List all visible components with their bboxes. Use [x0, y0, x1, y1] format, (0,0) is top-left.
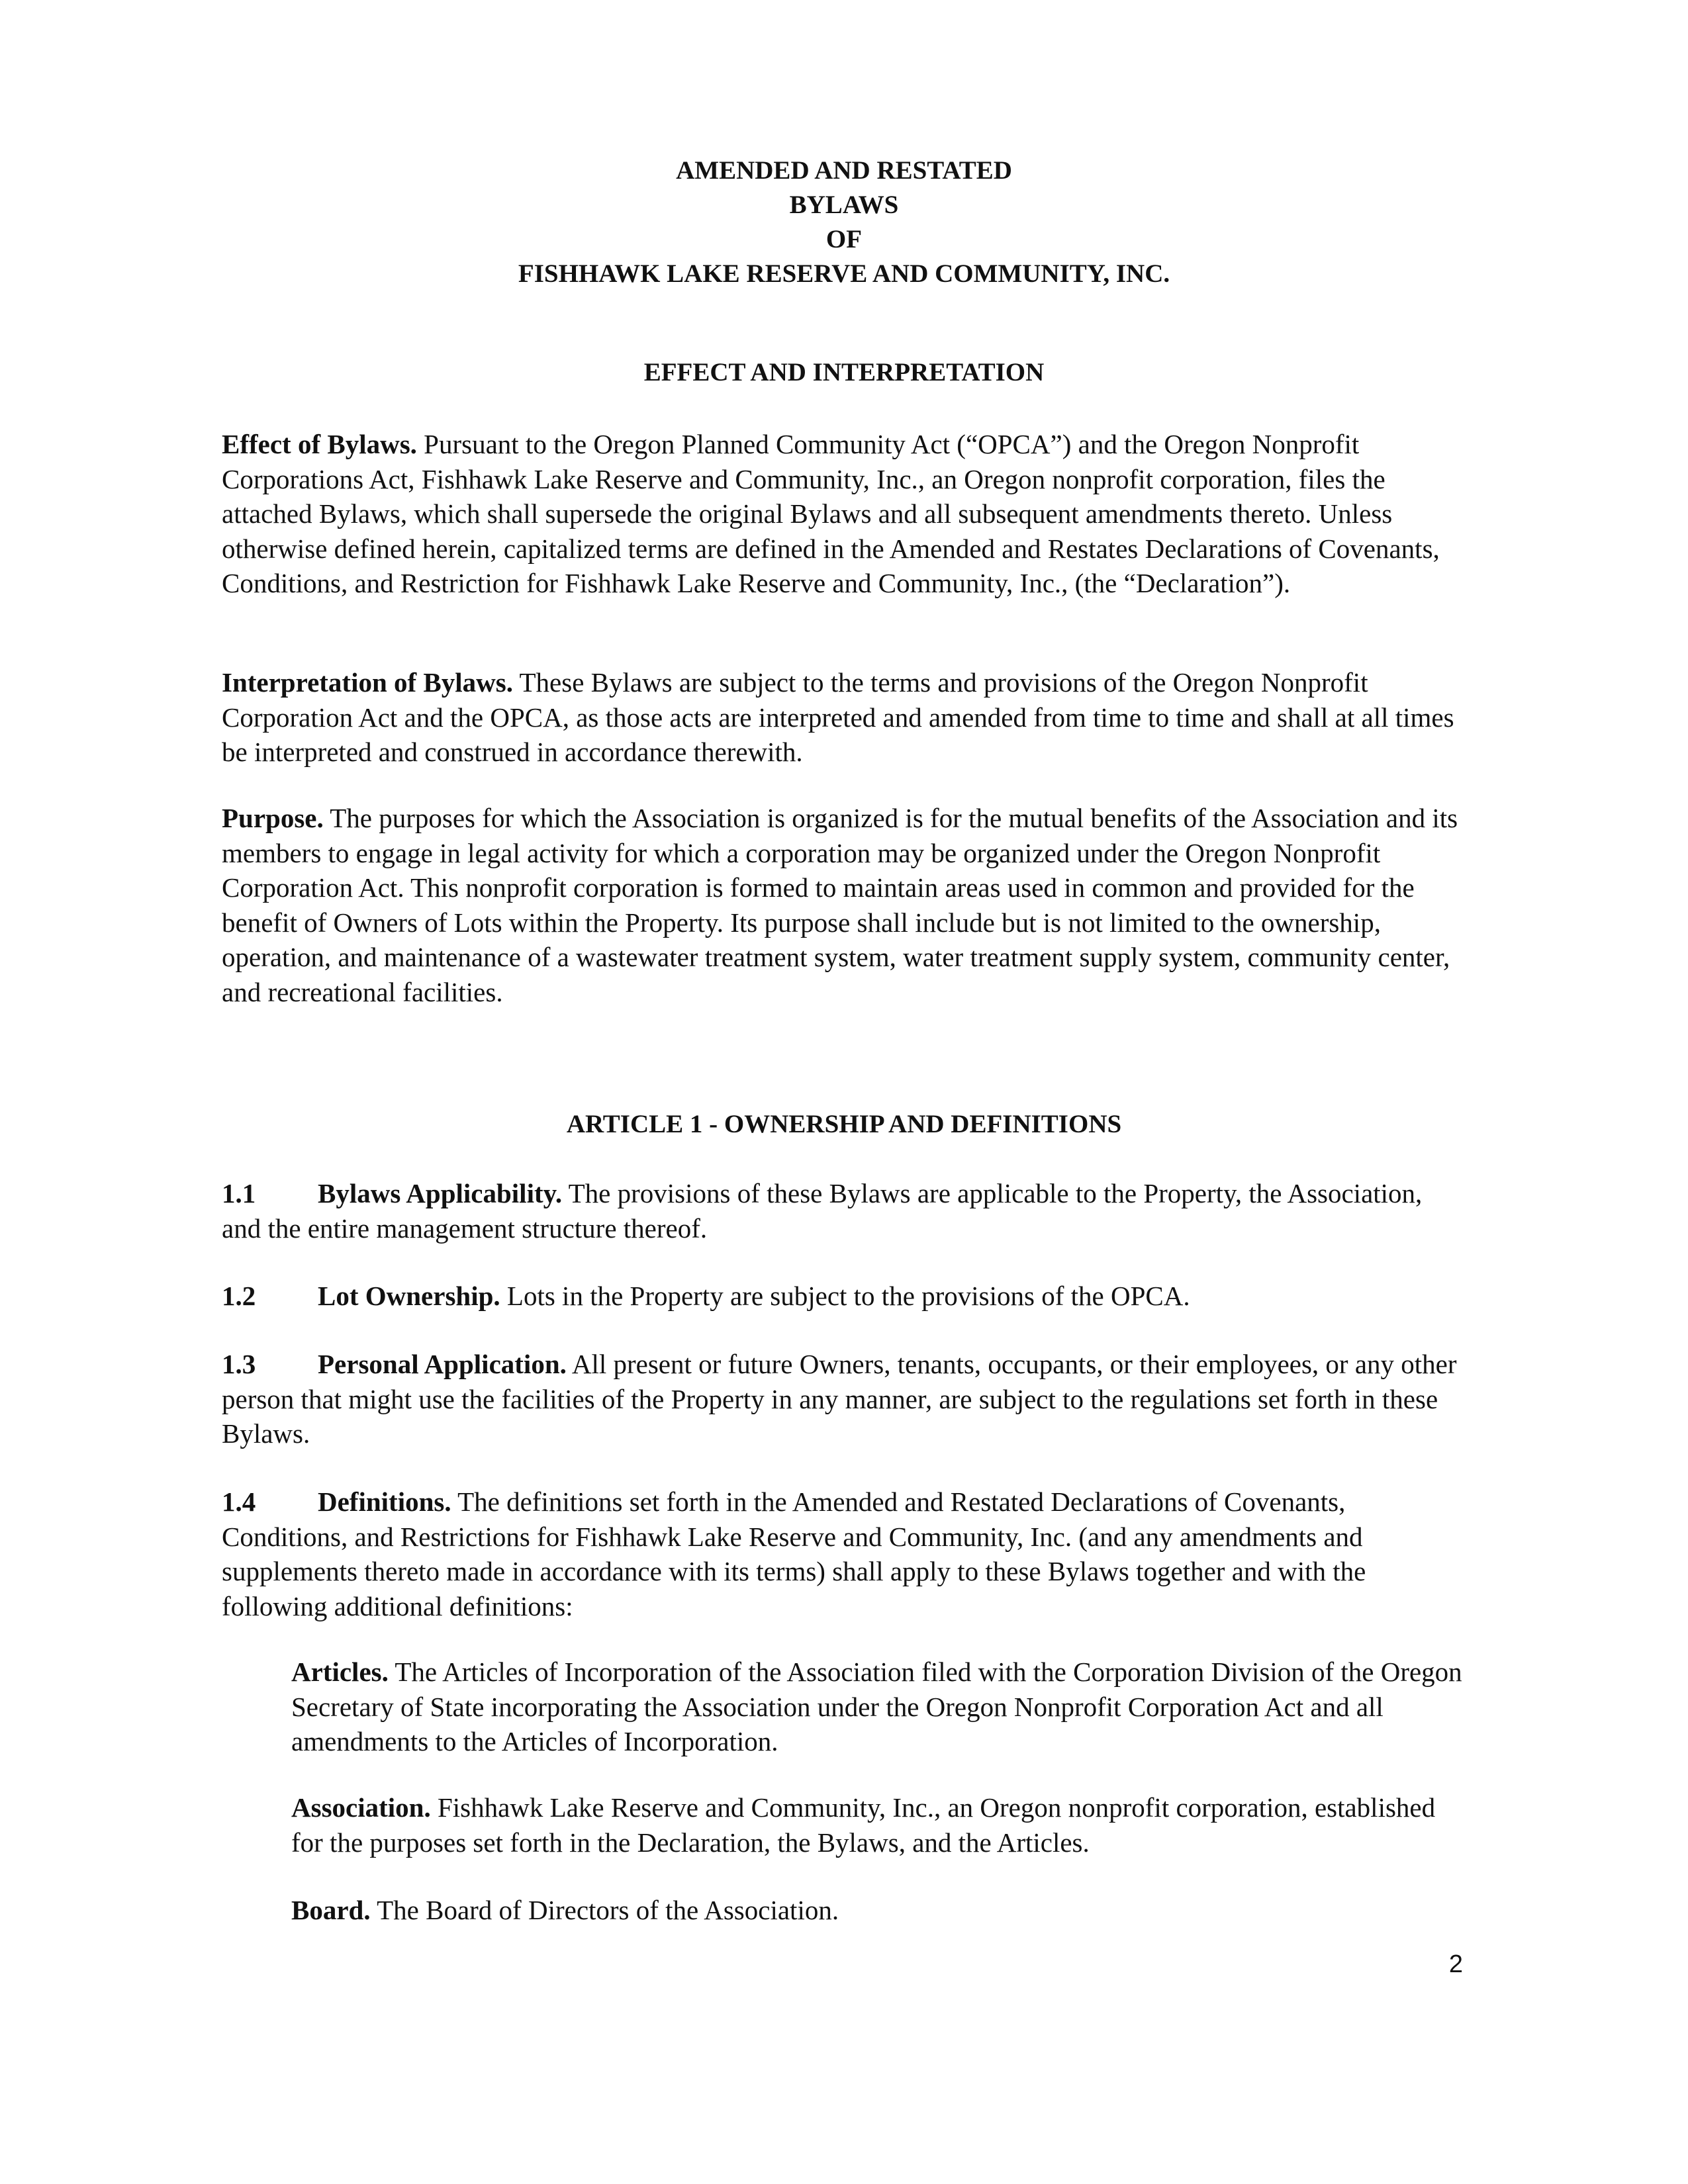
- section-1-1-paragraph: [222, 1176, 1466, 1246]
- interpretation-of-bylaws-text: These Bylaws are subject to the terms and provisions of the Oregon Nonprofit Corporation Act and the OPCA, as those acts are interpreted and amended from time to time and shall at all times be interpreted and construed in accordance therewith.: [222, 667, 1454, 767]
- effect-interpretation-heading: EFFECT AND INTERPRETATION: [643, 358, 1045, 387]
- section-number: 1.4: [222, 1486, 256, 1517]
- title-line-4: FISHHAWK LAKE RESERVE AND COMMUNITY, INC.: [518, 259, 1170, 288]
- title-line-2: BYLAWS: [789, 191, 899, 219]
- definition-articles-term: Articles.: [291, 1657, 389, 1687]
- document-title: [0, 154, 1688, 291]
- definition-association: [291, 1790, 1466, 1860]
- section-1-4-paragraph: [222, 1484, 1466, 1623]
- title-line-1: AMENDED AND RESTATED: [676, 156, 1012, 185]
- definition-association-term: Association.: [291, 1792, 431, 1823]
- section-1-3-text: All present or future Owners, tenants, occupants, or their employees, or any other person that might use the facilities of the Property in any manner, are subject to the regulations set forth in these Bylaws.: [222, 1349, 1457, 1449]
- section-1-3-paragraph: [222, 1347, 1466, 1451]
- section-number: 1.2: [222, 1281, 256, 1311]
- page-number: 2: [1448, 1950, 1463, 1978]
- article-1-heading: ARTICLE 1 - OWNERSHIP AND DEFINITIONS: [566, 1110, 1122, 1138]
- definition-board: [291, 1893, 1466, 1928]
- effect-of-bylaws-term: Effect of Bylaws.: [222, 429, 417, 459]
- definition-association-text: Fishhawk Lake Reserve and Community, Inc., an Oregon nonprofit corporation, established for the purposes set forth in the Declaration, the Bylaws, and the Articles.: [291, 1792, 1436, 1858]
- section-1-2-paragraph: [222, 1279, 1466, 1314]
- definition-articles-text: The Articles of Incorporation of the Association filed with the Corporation Division of the Oregon Secretary of State incorporating the Association under the Oregon Nonprofit Corporation Act and all amendments to the Articles of Incorporation.: [291, 1657, 1462, 1756]
- definition-board-text: The Board of Directors of the Association.: [370, 1895, 839, 1925]
- section-1-4-term: Definitions.: [318, 1486, 451, 1517]
- purpose-paragraph: [222, 801, 1466, 1009]
- section-1-4-text: The definitions set forth in the Amended and Restated Declarations of Covenants, Conditions, and Restrictions for Fishhawk Lake Reserve and Community, Inc. (and any amendments and supplements thereto made in accordance with its terms) shall apply to these Bylaws together and with the following additional definitions:: [222, 1486, 1366, 1621]
- effect-of-bylaws-paragraph: [222, 427, 1466, 601]
- section-1-2-term: Lot Ownership.: [318, 1281, 500, 1311]
- title-line-3: OF: [825, 225, 863, 253]
- interpretation-of-bylaws-paragraph: [222, 665, 1466, 770]
- section-number: 1.1: [222, 1178, 256, 1208]
- effect-of-bylaws-text: Pursuant to the Oregon Planned Community Act (“OPCA”) and the Oregon Nonprofit Corporations Act, Fishhawk Lake Reserve and Community, Inc., an Oregon nonprofit corporation, files the attached Bylaws, which shall supersede the original Bylaws and all subsequent amendments thereto. Unless otherwise defined herein, capitalized terms are defined in the Amended and Restates Declarations of Covenants, Conditions, and Restriction for Fishhawk Lake Reserve and Community, Inc., (the “Declaration”).: [222, 429, 1440, 598]
- section-number: 1.3: [222, 1349, 256, 1379]
- section-1-1-term: Bylaws Applicability.: [318, 1178, 563, 1208]
- purpose-text: The purposes for which the Association is organized is for the mutual benefits of the Association and its members to engage in legal activity for which a corporation may be organized under the Oregon Nonprofit Corporation Act. This nonprofit corporation is formed to maintain areas used in common and provided for the benefit of Owners of Lots within the Property. Its purpose shall include but is not limited to the ownership, operation, and maintenance of a wastewater treatment system, water treatment supply system, community center, and recreational facilities.: [222, 803, 1458, 1007]
- definition-articles: [291, 1655, 1466, 1759]
- section-1-3-term: Personal Application.: [318, 1349, 567, 1379]
- definition-board-term: Board.: [291, 1895, 371, 1925]
- section-1-2-text: Lots in the Property are subject to the provisions of the OPCA.: [500, 1281, 1190, 1311]
- section-1-1-text: The provisions of these Bylaws are applicable to the Property, the Association, and the entire management structure thereof.: [222, 1178, 1423, 1244]
- interpretation-of-bylaws-term: Interpretation of Bylaws.: [222, 667, 513, 698]
- purpose-term: Purpose.: [222, 803, 324, 833]
